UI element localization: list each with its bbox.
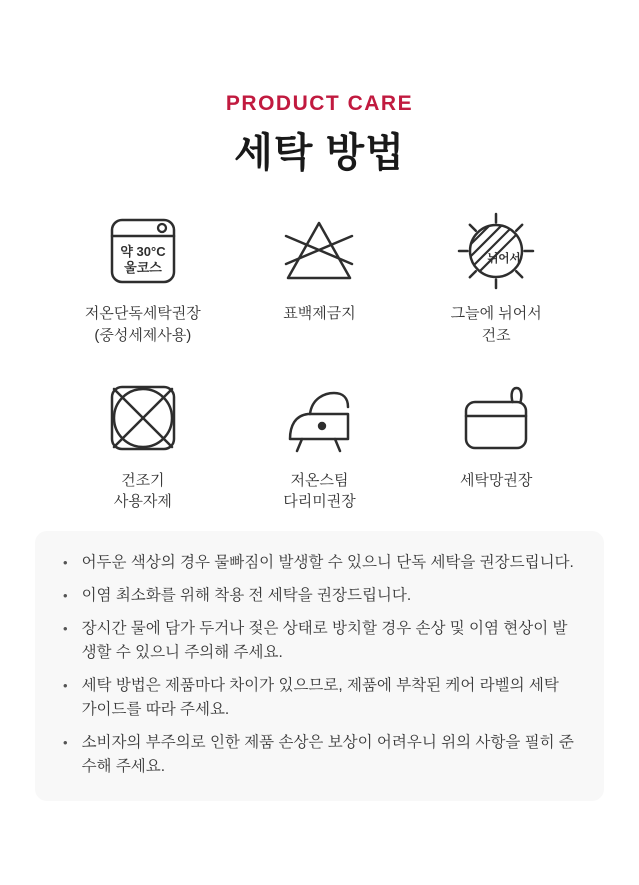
- note-text: 이염 최소화를 위해 착용 전 세탁을 권장드립니다.: [81, 587, 412, 605]
- care-label: [460, 470, 532, 492]
- list-item: [63, 731, 574, 779]
- care-label-line1: 저온스팀: [290, 471, 349, 489]
- note-text: 어두운 색상의 경우 물빠짐이 발생할 수 있으니 단독 세탁을 권장드립니다.: [81, 554, 574, 571]
- care-label: [85, 303, 201, 347]
- care-label: [283, 303, 355, 325]
- shade-lay-flat-dry-icon: [457, 212, 535, 290]
- laundry-net-icon: [460, 379, 532, 457]
- care-cell-shade-dry: [408, 212, 585, 347]
- care-label: [114, 470, 172, 514]
- washing-machine-30c-icon: [107, 212, 179, 290]
- svg-text:울코스: 울코스: [123, 260, 162, 275]
- care-cell-no-bleach: [231, 212, 408, 347]
- no-tumble-dryer-icon: [107, 379, 179, 457]
- bullet-icon: •: [63, 555, 68, 570]
- care-notes-box: [35, 531, 604, 801]
- care-label-line1: 세탁망권장: [459, 471, 533, 489]
- care-label-line2: 다리미권장: [283, 493, 356, 511]
- care-label: [283, 470, 355, 514]
- care-symbol-grid: [55, 212, 585, 513]
- care-label: [451, 303, 542, 347]
- list-item: [63, 584, 574, 608]
- bullet-icon: •: [63, 735, 68, 751]
- steam-iron-icon: [283, 379, 355, 457]
- care-label-line1: 건조기: [121, 471, 165, 489]
- svg-text:뉘어서: 뉘어서: [487, 253, 521, 265]
- care-label-line2: 건조: [481, 326, 511, 344]
- note-text: 세탁 방법은 제품마다 차이가 있으므로, 제품에 부착된 케어 라벨의 세탁 가이드를 따라 주세요.: [81, 677, 559, 719]
- care-cell-laundry-net: [408, 379, 585, 514]
- care-label-line1: 표백제금지: [283, 305, 356, 322]
- page-title: 세탁 방법: [234, 131, 405, 175]
- svg-text:약 30°C: 약 30°C: [120, 244, 166, 259]
- note-text: 소비자의 부주의로 인한 제품 손상은 보상이 어려우니 위의 사항을 필히 준수해 주세요.: [81, 734, 574, 776]
- list-item: [63, 617, 574, 665]
- bullet-icon: •: [63, 588, 68, 604]
- care-label-line1: 그늘에 뉘어서: [450, 305, 542, 322]
- list-item: [63, 674, 574, 722]
- care-cell-no-dryer: [55, 379, 232, 514]
- product-care-eyebrow: PRODUCT CARE: [225, 92, 414, 115]
- bullet-icon: •: [63, 621, 68, 637]
- care-label-line1: 저온단독세탁권장: [84, 305, 201, 322]
- care-label-line2: 사용자제: [113, 493, 172, 511]
- care-cell-steam-iron: [231, 379, 408, 514]
- no-bleach-icon: [283, 212, 355, 290]
- care-label-line2: (중성세제사용): [94, 326, 192, 344]
- note-text: 장시간 물에 담가 두거나 젖은 상태로 방치할 경우 손상 및 이염 현상이 발생할 수 있으니 주의해 주세요.: [81, 620, 568, 662]
- list-item: [63, 551, 574, 575]
- care-cell-low-temp-wash: [55, 212, 232, 347]
- bullet-icon: •: [63, 678, 68, 694]
